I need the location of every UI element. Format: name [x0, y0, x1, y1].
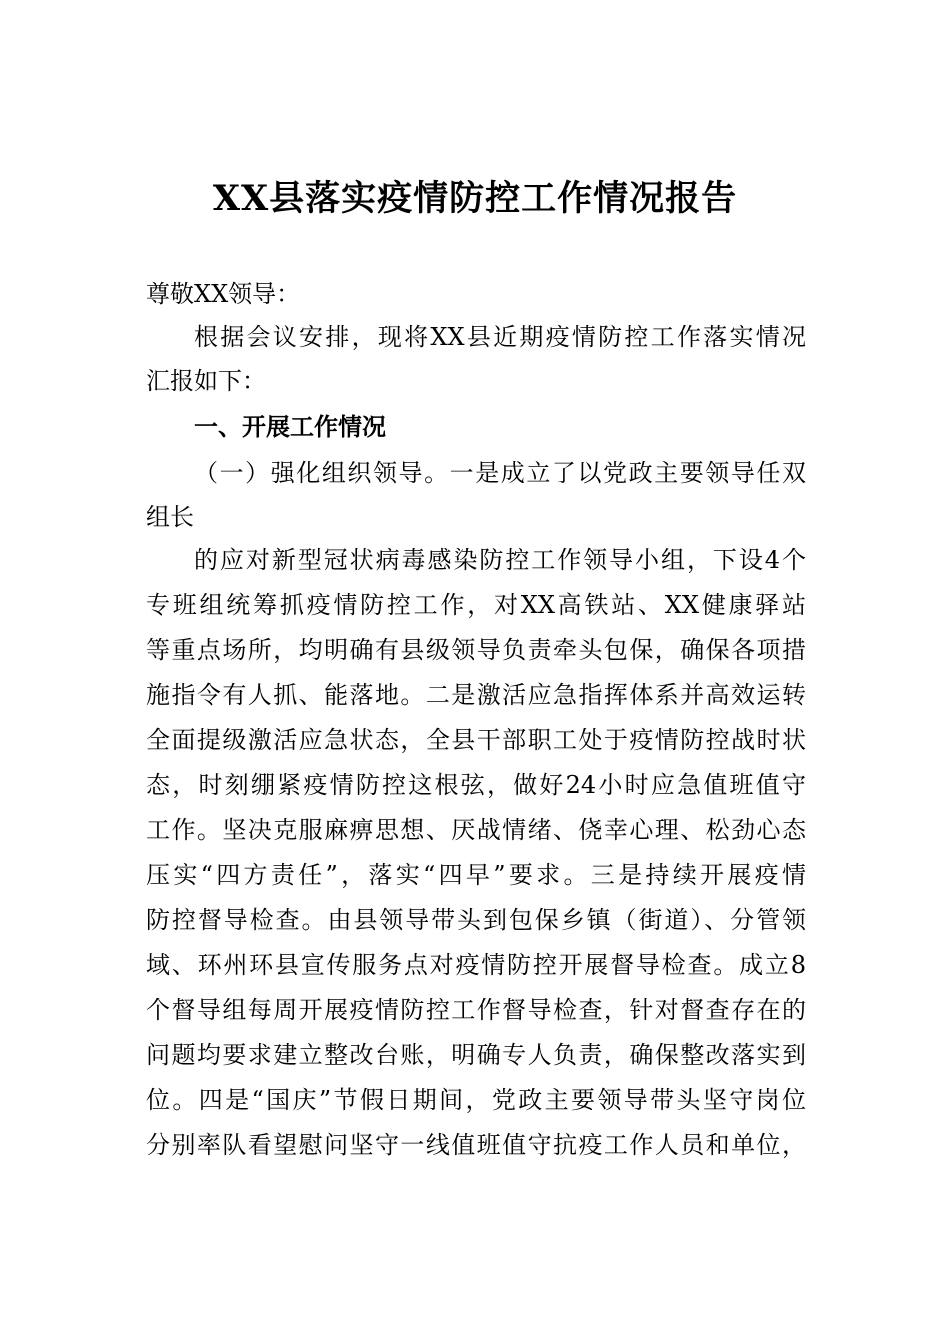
document-title: XX县落实疫情防控工作情况报告: [212, 178, 738, 219]
body-line: 工作。坚决克服麻痹思想、厌战情绪、侥幸心理、松劲心态: [146, 816, 806, 844]
body-line: 施指令有人抓、能落地。二是激活应急指挥体系并高效运转: [146, 681, 806, 709]
body-line: 等重点场所，均明确有县级领导负责牵头包保，确保各项措: [146, 636, 806, 664]
body-line: 压实“四方责任”，落实“四早”要求。三是持续开展疫情: [146, 861, 806, 889]
body-line: 位。四是“国庆”节假日期间，党政主要领导带头坚守岗位: [146, 1086, 806, 1114]
body-line: 全面提级激活应急状态，全县干部职工处于疫情防控战时状: [146, 726, 806, 754]
body-line: 问题均要求建立整改台账，明确专人负责，确保整改落实到: [146, 1041, 806, 1069]
body-line: 态，时刻绷紧疫情防控这根弦，做好24小时应急值班值守: [146, 771, 806, 799]
salutation: 尊敬XX领导：: [146, 280, 301, 308]
subsection-line: （一）强化组织领导。一是成立了以党政主要领导任双: [194, 459, 806, 487]
intro-line: 汇报如下：: [146, 367, 266, 395]
body-line: 个督导组每周开展疫情防控工作督导检查，针对督查存在的: [146, 996, 806, 1024]
body-line: 防控督导检查。由县领导带头到包保乡镇（街道）、分管领: [146, 906, 806, 934]
subsection-line: 组长: [146, 503, 194, 531]
section-heading: 一、开展工作情况: [194, 413, 386, 441]
body-line: 分别率队看望慰问坚守一线值班值守抗疫工作人员和单位，: [146, 1131, 806, 1159]
body-line: 的应对新型冠状病毒感染防控工作领导小组，下设4个: [194, 546, 806, 574]
intro-line: 根据会议安排，现将XX县近期疫情防控工作落实情况: [194, 323, 806, 351]
body-line: 域、环州环县宣传服务点对疫情防控开展督导检查。成立8: [146, 951, 806, 979]
body-line: 专班组统筹抓疫情防控工作，对XX高铁站、XX健康驿站: [146, 591, 806, 619]
